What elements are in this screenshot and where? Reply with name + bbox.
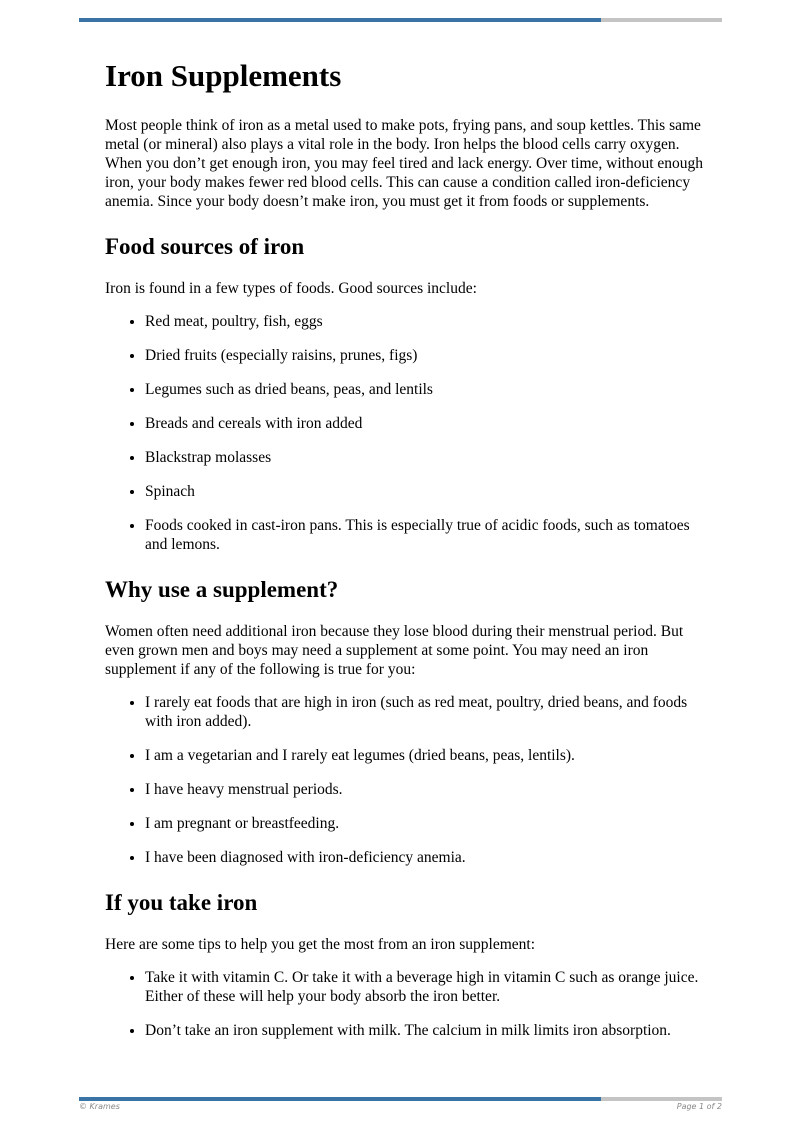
list-item: • Red meat, poultry, fish, eggs xyxy=(145,312,705,331)
list-item: • I am a vegetarian and I rarely eat legumes (dried beans, peas, lentils). xyxy=(145,746,705,765)
page-footer xyxy=(79,1102,722,1111)
section-paragraph: Women often need additional iron because they lose blood during their menstrual period. But even grown men and boys may need a supplement at some point. You may need an iron supplement if any of the following is true for you: xyxy=(105,623,684,678)
copyright-text: © Krames xyxy=(79,1102,120,1111)
supplement-reasons-list xyxy=(105,693,705,867)
footer-rule xyxy=(79,1097,722,1101)
list-item: • I have heavy menstrual periods. xyxy=(145,780,705,799)
section-heading: If you take iron xyxy=(105,890,258,915)
section-heading: Food sources of iron xyxy=(105,234,305,259)
header-rule xyxy=(79,18,722,22)
list-item: • Foods cooked in cast-iron pans. This is especially true of acidic foods, such as tomatoes and lemons. xyxy=(145,516,705,554)
list-item: • Spinach xyxy=(145,482,705,501)
list-item: • Don’t take an iron supplement with milk. The calcium in milk limits iron absorption. xyxy=(145,1021,705,1040)
list-item: • Dried fruits (especially raisins, prunes, figs) xyxy=(145,346,705,365)
list-item: • I have been diagnosed with iron-deficiency anemia. xyxy=(145,848,705,867)
food-sources-list xyxy=(105,312,705,554)
list-item: • I am pregnant or breastfeeding. xyxy=(145,814,705,833)
page-title: Iron Supplements xyxy=(105,58,342,93)
section-why-supplement xyxy=(105,576,705,867)
footer-rule-grey xyxy=(601,1097,722,1101)
section-paragraph: Iron is found in a few types of foods. Good sources include: xyxy=(105,280,477,297)
tips-list xyxy=(105,968,705,1040)
list-item: • Blackstrap molasses xyxy=(145,448,705,467)
page-number: Page 1 of 2 xyxy=(676,1102,722,1111)
list-item: • Take it with vitamin C. Or take it with a beverage high in vitamin C such as orange juice. Either of these will help your body absorb the iron better. xyxy=(145,968,705,1006)
list-item: • Legumes such as dried beans, peas, and lentils xyxy=(145,380,705,399)
section-take-iron xyxy=(105,889,705,1040)
header-rule-blue xyxy=(79,18,601,22)
list-item: • I rarely eat foods that are high in iron (such as red meat, poultry, dried beans, and foods with iron added). xyxy=(145,693,705,731)
list-item: • Breads and cereals with iron added xyxy=(145,414,705,433)
document-body xyxy=(105,56,705,1055)
intro-paragraph: Most people think of iron as a metal used to make pots, frying pans, and soup kettles. This same metal (or mineral) also plays a vital role in the body. Iron helps the blood cells carry oxygen. When you don’t get enough iron, you may feel tired and lack energy. Over time, without enough iron, your body makes fewer red blood cells. This can cause a condition called iron-deficiency anemia. Since your body doesn’t make iron, you must get it from foods or supplements. xyxy=(105,117,704,210)
section-food-sources xyxy=(105,233,705,554)
section-heading: Why use a supplement? xyxy=(105,577,339,602)
header-rule-grey xyxy=(601,18,722,22)
footer-rule-blue xyxy=(79,1097,601,1101)
section-paragraph: Here are some tips to help you get the most from an iron supplement: xyxy=(105,936,536,953)
